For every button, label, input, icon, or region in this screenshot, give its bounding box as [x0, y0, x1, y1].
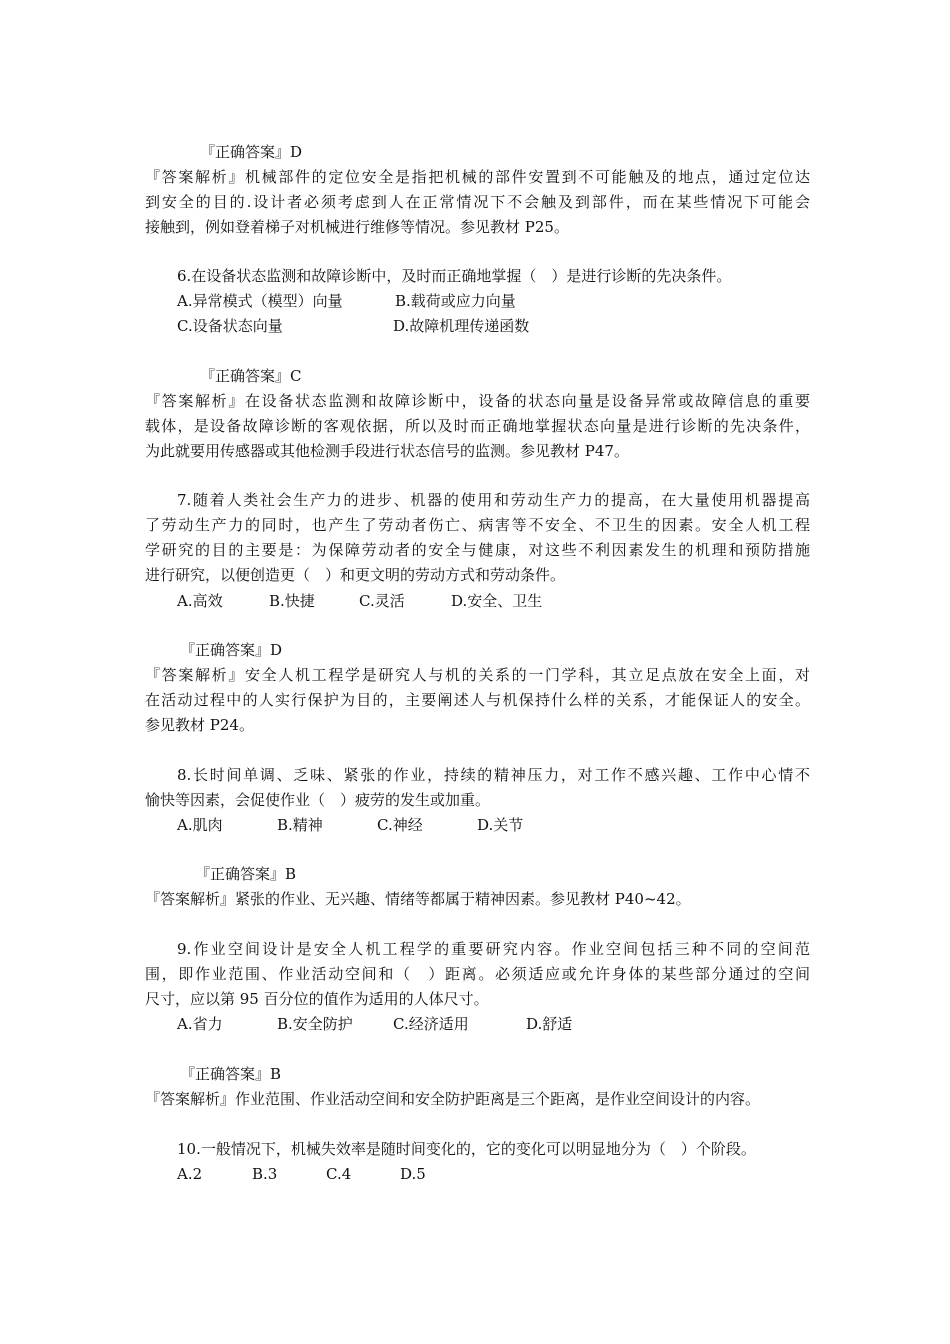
analysis-line: 接触到，例如登着梯子对机械进行维修等情况。参见教材 P25。	[145, 218, 569, 236]
answer-label: 『正确答案』D	[180, 641, 283, 659]
answer-label: 『正确答案』B	[180, 1065, 282, 1083]
q9-option-c: C.经济适用	[393, 1015, 469, 1033]
q10-option-b: B.3	[252, 1165, 278, 1183]
q6-option-c: C.设备状态向量	[177, 317, 283, 335]
question-7-text: 7.随着人类社会生产力的进步、机器的使用和劳动生产力的提高，在大量使用机器提高	[177, 491, 810, 509]
q7-option-c: C.灵活	[359, 592, 405, 610]
question-9-text: 9.作业空间设计是安全人机工程学的重要研究内容。作业空间包括三种不同的空间范	[177, 940, 810, 958]
q10-option-c: C.4	[326, 1165, 352, 1183]
q6-option-b: B.载荷或应力向量	[395, 292, 516, 310]
q9-option-a: A.省力	[177, 1015, 223, 1033]
q6-option-a: A.异常模式（模型）向量	[177, 292, 343, 310]
q10-option-a: A.2	[177, 1165, 203, 1183]
analysis-line: 『答案解析』机械部件的定位安全是指把机械的部件安置到不可能触及的地点，通过定位达	[145, 168, 810, 186]
analysis-line: 『答案解析』作业范围、作业活动空间和安全防护距离是三个距离，是作业空间设计的内容。	[145, 1090, 761, 1108]
question-6-text: 6.在设备状态监测和故障诊断中，及时而正确地掌握（ ）是进行诊断的先决条件。	[177, 267, 732, 285]
q9-option-b: B.安全防护	[277, 1015, 353, 1033]
question-7-text: 了劳动生产力的同时，也产生了劳动者伤亡、病害等不安全、不卫生的因素。安全人机工程	[145, 516, 810, 534]
question-7-text: 学研究的目的主要是：为保障劳动者的安全与健康，对这些不利因素发生的机理和预防措施	[145, 541, 810, 559]
q8-option-d: D.关节	[477, 816, 524, 834]
analysis-line: 参见教材 P24。	[145, 716, 254, 734]
q8-option-a: A.肌肉	[177, 816, 223, 834]
answer-label: 『正确答案』D	[200, 143, 303, 161]
q9-option-d: D.舒适	[526, 1015, 573, 1033]
analysis-line: 在活动过程中的人实行保护为目的，主要阐述人与机保持什么样的关系，才能保证人的安全。	[145, 691, 810, 709]
analysis-line: 到安全的目的.设计者必须考虑到人在正常情况下不会触及到部件，而在某些情况下可能会	[145, 193, 810, 211]
q7-option-a: A.高效	[177, 592, 223, 610]
q7-option-b: B.快捷	[269, 592, 315, 610]
question-7-text: 进行研究，以便创造更（ ）和更文明的劳动方式和劳动条件。	[145, 566, 566, 584]
q10-option-d: D.5	[400, 1165, 426, 1183]
analysis-line: 『答案解析』紧张的作业、无兴趣、情绪等都属于精神因素。参见教材 P40~42。	[145, 890, 691, 908]
answer-label: 『正确答案』B	[195, 865, 297, 883]
question-8-text: 愉快等因素，会促使作业（ ）疲劳的发生或加重。	[145, 791, 491, 809]
answer-label: 『正确答案』C	[200, 367, 302, 385]
analysis-line: 『答案解析』在设备状态监测和故障诊断中，设备的状态向量是设备异常或故障信息的重要	[145, 392, 810, 410]
q8-option-c: C.神经	[377, 816, 423, 834]
analysis-line: 载体，是设备故障诊断的客观依据，所以及时而正确地掌握状态向量是进行诊断的先决条件，	[145, 417, 810, 435]
question-8-text: 8.长时间单调、乏味、紧张的作业，持续的精神压力，对工作不感兴趣、工作中心情不	[177, 766, 810, 784]
q7-option-d: D.安全、卫生	[451, 592, 543, 610]
question-9-text: 尺寸，应以第 95 百分位的值作为适用的人体尺寸。	[145, 990, 489, 1008]
q6-option-d: D.故障机理传递函数	[393, 317, 530, 335]
analysis-line: 为此就要用传感器或其他检测手段进行状态信号的监测。参见教材 P47。	[145, 442, 629, 460]
question-9-text: 围，即作业范围、作业活动空间和（ ）距离。必须适应或允许身体的某些部分通过的空间	[145, 965, 810, 983]
q8-option-b: B.精神	[277, 816, 323, 834]
question-10-text: 10.一般情况下，机械失效率是随时间变化的，它的变化可以明显地分为（ ）个阶段。	[177, 1140, 756, 1158]
analysis-line: 『答案解析』安全人机工程学是研究人与机的关系的一门学科，其立足点放在安全上面，对	[145, 666, 810, 684]
